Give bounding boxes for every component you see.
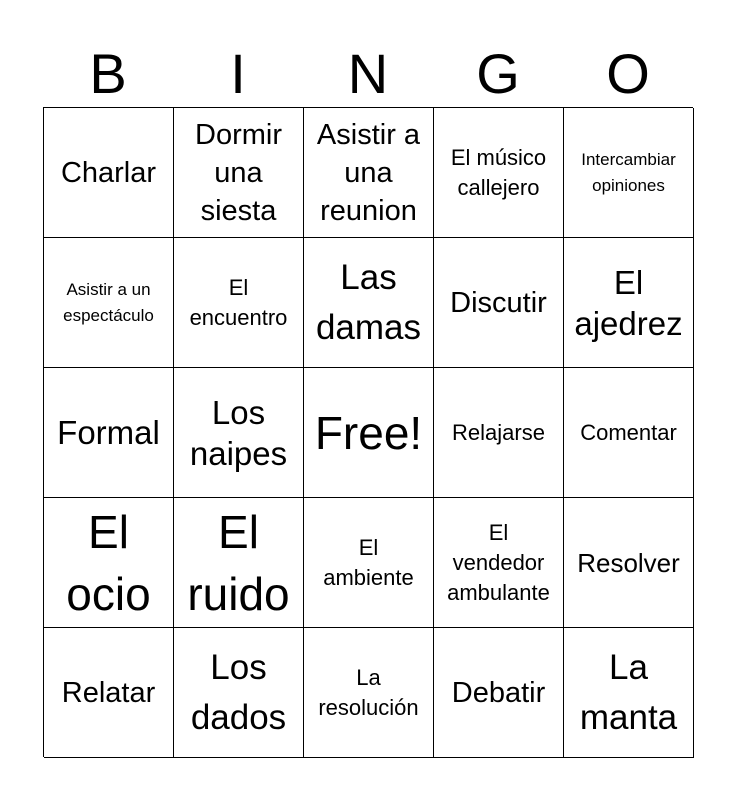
cell-text: El ocio bbox=[66, 505, 151, 620]
bingo-cell[interactable] bbox=[44, 368, 174, 498]
bingo-cell[interactable] bbox=[434, 238, 564, 368]
free-space-text: Free! bbox=[314, 406, 423, 459]
cell-text: Relatar bbox=[61, 676, 156, 709]
cell-text: Debatir bbox=[451, 676, 546, 709]
bingo-cell[interactable] bbox=[304, 498, 434, 628]
header-letter-b: B bbox=[89, 42, 127, 105]
cell-text: Dormir una siesta bbox=[195, 118, 282, 227]
free-space-cell[interactable] bbox=[304, 368, 434, 498]
bingo-cell[interactable] bbox=[304, 108, 434, 238]
bingo-cell[interactable] bbox=[304, 238, 434, 368]
header-letter-o: O bbox=[606, 42, 650, 105]
bingo-cell[interactable] bbox=[564, 498, 694, 628]
cell-text: La resolución bbox=[318, 664, 419, 720]
cell-text: El músico callejero bbox=[450, 144, 547, 200]
bingo-cell[interactable] bbox=[174, 498, 304, 628]
cell-text: Relajarse bbox=[452, 419, 545, 445]
header-letter-n: N bbox=[347, 42, 389, 105]
cell-text: El ajedrez bbox=[574, 263, 683, 342]
header-letter-g: G bbox=[476, 42, 520, 105]
bingo-cell[interactable] bbox=[304, 628, 434, 758]
bingo-cell[interactable] bbox=[434, 368, 564, 498]
header-letter-i: I bbox=[230, 42, 246, 105]
cell-text: El vendedor ambulante bbox=[447, 519, 550, 605]
bingo-cell[interactable] bbox=[44, 108, 174, 238]
cell-text: Asistir a una reunion bbox=[316, 118, 421, 227]
bingo-cell[interactable] bbox=[564, 628, 694, 758]
cell-text: Comentar bbox=[580, 419, 677, 445]
bingo-grid bbox=[43, 107, 693, 757]
bingo-cell[interactable] bbox=[434, 108, 564, 238]
bingo-header bbox=[43, 40, 693, 108]
cell-text: Los dados bbox=[190, 647, 287, 737]
bingo-cell[interactable] bbox=[434, 498, 564, 628]
bingo-cell[interactable] bbox=[564, 238, 694, 368]
bingo-cell[interactable] bbox=[44, 628, 174, 758]
cell-text: El encuentro bbox=[189, 274, 288, 330]
bingo-cell[interactable] bbox=[174, 238, 304, 368]
cell-text: Los naipes bbox=[189, 393, 288, 472]
bingo-cell[interactable] bbox=[174, 628, 304, 758]
cell-text: Resolver bbox=[577, 547, 680, 578]
cell-text: Formal bbox=[57, 414, 160, 451]
cell-text: Intercambiar opiniones bbox=[581, 149, 676, 195]
cell-text: El ruido bbox=[187, 505, 290, 620]
cell-text: La manta bbox=[579, 647, 678, 737]
bingo-cell[interactable] bbox=[174, 368, 304, 498]
bingo-cell[interactable] bbox=[434, 628, 564, 758]
cell-text: Discutir bbox=[450, 286, 547, 319]
bingo-cell[interactable] bbox=[174, 108, 304, 238]
cell-text: Las damas bbox=[315, 257, 422, 347]
bingo-cell[interactable] bbox=[564, 108, 694, 238]
bingo-cell[interactable] bbox=[44, 238, 174, 368]
bingo-cell[interactable] bbox=[44, 498, 174, 628]
bingo-cell[interactable] bbox=[564, 368, 694, 498]
cell-text: Asistir a un espectáculo bbox=[63, 279, 154, 325]
cell-text: Charlar bbox=[60, 156, 157, 189]
cell-text: El ambiente bbox=[323, 534, 414, 590]
